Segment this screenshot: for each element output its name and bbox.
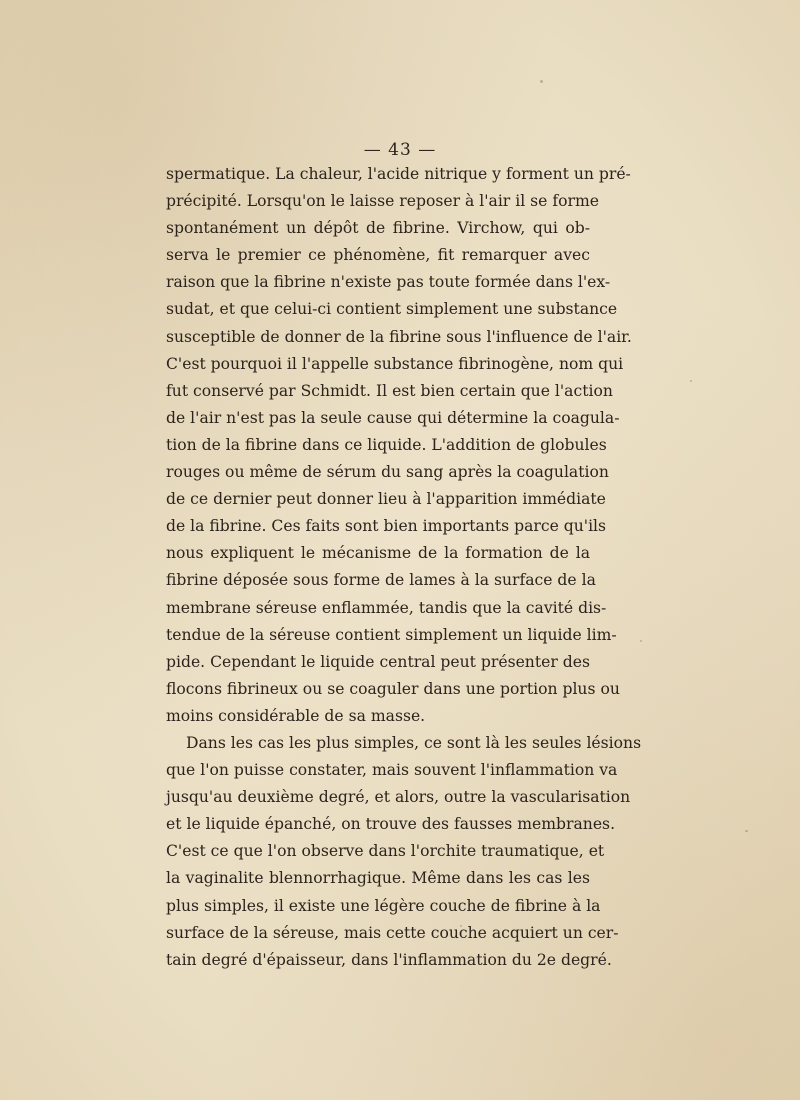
- text-line: surface de la séreuse, mais cette couche acquiert un cer-: [166, 923, 619, 942]
- text-line: précipité. Lorsqu'on le laisse reposer à l'air il se forme: [166, 192, 599, 211]
- text-line: C'est pourquoi il l'appelle substance fibrinogène, nom qui: [166, 354, 624, 373]
- text-line: et le liquide épanché, on trouve des fausses membranes.: [166, 815, 616, 834]
- text-line: la vaginalite blennorrhagique. Même dans les cas les: [166, 869, 590, 888]
- text-line: jusqu'au deuxième degré, et alors, outre la vascularisation: [166, 788, 631, 807]
- text-line: de la fibrine. Ces faits sont bien importants parce qu'ils: [166, 517, 607, 536]
- text-line: flocons fibrineux ou se coaguler dans une portion plus ou: [166, 679, 620, 698]
- text-line: C'est ce que l'on observe dans l'orchite traumatique, et: [166, 842, 605, 861]
- text-line: tion de la fibrine dans ce liquide. L'addition de globules: [166, 435, 607, 454]
- page-number: — 43 —: [363, 140, 437, 160]
- text-line: tain degré d'épaisseur, dans l'inflammation du 2e degré.: [166, 950, 612, 969]
- text-line: plus simples, il existe une légère couche de fibrine à la: [166, 896, 601, 915]
- text-line: tendue de la séreuse contient simplement un liquide lim-: [166, 625, 617, 644]
- text-line: que l'on puisse constater, mais souvent l'inflammation va: [166, 761, 618, 780]
- paper-speck: [460, 925, 462, 927]
- text-line: Dans les cas les plus simples, ce sont là les seules lésions: [186, 733, 642, 752]
- text-line: spermatique. La chaleur, l'acide nitrique y forment un pré-: [166, 165, 631, 183]
- text-line: fut conservé par Schmidt. Il est bien certain que l'action: [166, 381, 613, 400]
- body-text: [166, 161, 642, 974]
- text-line: pide. Cependant le liquide central peut présenter des: [166, 652, 590, 671]
- text-line: membrane séreuse enflammée, tandis que la cavité dis-: [166, 598, 607, 617]
- text-line: nous expliquent le mécanisme de la formation de la: [166, 544, 590, 563]
- text-line: de l'air n'est pas la seule cause qui détermine la coagula-: [166, 408, 620, 427]
- text-line: fibrine déposée sous forme de lames à la surface de la: [166, 571, 596, 590]
- text-line: sudat, et que celui-ci contient simplement une substance: [166, 300, 618, 319]
- paper-speck: [745, 830, 748, 832]
- text-line: spontanément un dépôt de fibrine. Virchow, qui ob-: [166, 219, 590, 238]
- paper-speck: [640, 640, 642, 642]
- text-line: raison que la fibrine n'existe pas toute formée dans l'ex-: [166, 273, 611, 292]
- text-line: susceptible de donner de la fibrine sous l'influence de l'air.: [166, 327, 632, 346]
- paper-speck: [540, 80, 543, 83]
- text-line: moins considérable de sa masse.: [166, 706, 426, 725]
- paper-speck: [690, 380, 692, 382]
- text-line: rouges ou même de sérum du sang après la coagulation: [166, 463, 609, 482]
- text-line: de ce dernier peut donner lieu à l'apparition immédiate: [166, 490, 606, 509]
- text-line: serva le premier ce phénomène, fit remarquer avec: [166, 246, 590, 265]
